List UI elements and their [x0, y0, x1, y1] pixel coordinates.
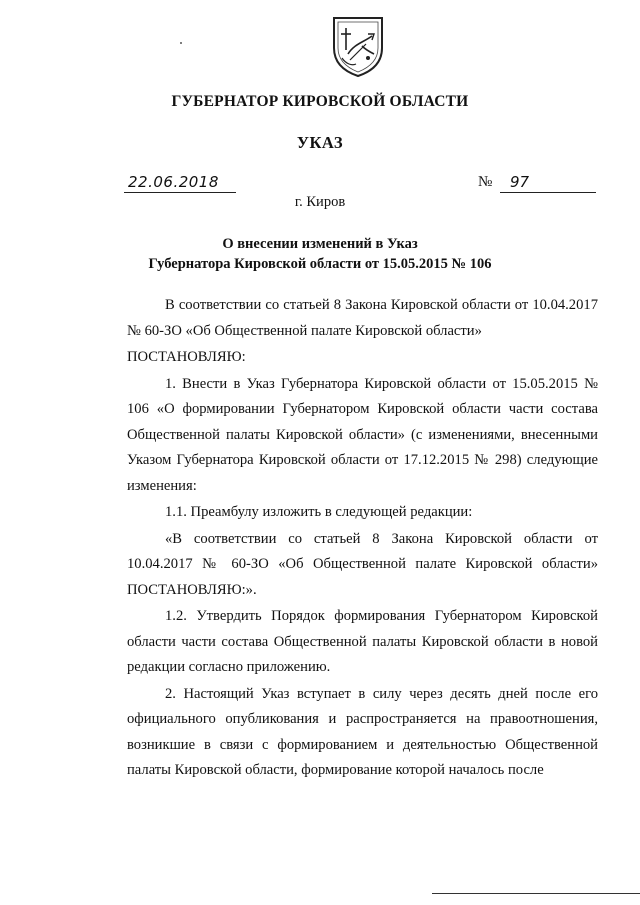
item-1-paragraph: 1. Внести в Указ Губернатора Кировской области от 15.05.2015 № 106 «О формировании Губернатором Кировской области части состава Общественной палаты Кировской области» (с изменениями, внесенными Указом Губернатора Кировской области от 17.12.2015 № 298) следующие изменения:	[127, 375, 598, 494]
issue-city: г. Киров	[294, 194, 346, 210]
decree-word: ПОСТАНОВЛЯЮ:	[127, 349, 246, 365]
document-title	[0, 234, 640, 274]
item-1-2-paragraph: 1.2. Утвердить Порядок формирования Губернатором Кировской области части состава Общественной палаты Кировской области в новой редакции согласно приложению.	[127, 608, 598, 675]
footer-rule	[432, 893, 640, 894]
coat-of-arms-icon	[328, 14, 388, 78]
date-field	[124, 172, 236, 193]
document-type: УКАЗ	[296, 133, 344, 152]
scan-speck	[180, 42, 182, 44]
issuing-authority: ГУБЕРНАТОР КИРОВСКОЙ ОБЛАСТИ	[171, 93, 469, 110]
item-2-paragraph: 2. Настоящий Указ вступает в силу через десять дней после его официального опубликования и распространяется на правоотношения, возникшие в связи с формированием и деятельностью Общественной палаты Кировской области, формирование которой началось после	[127, 685, 598, 778]
title-line-1: О внесении изменений в Указ	[222, 236, 418, 252]
number-field	[500, 172, 596, 193]
document-body	[127, 293, 598, 784]
number-sign: №	[478, 174, 493, 190]
title-line-2: Губернатора Кировской области от 15.05.2015 № 106	[148, 256, 492, 272]
item-1-1-quote-paragraph: «В соответствии со статьей 8 Закона Кировской области от 10.04.2017 № 60-ЗО «Об Общественной палате Кировской области» ПОСТАНОВЛЯЮ:».	[127, 530, 598, 598]
item-1-1-paragraph: 1.1. Преамбулу изложить в следующей редакции:	[165, 504, 473, 520]
document-number: 97	[510, 173, 530, 191]
document-date: 22.06.2018	[128, 173, 219, 191]
preamble-paragraph: В соответствии со статьей 8 Закона Кировской области от 10.04.2017 № 60-ЗО «Об Общественной палате Кировской области»	[127, 297, 598, 339]
